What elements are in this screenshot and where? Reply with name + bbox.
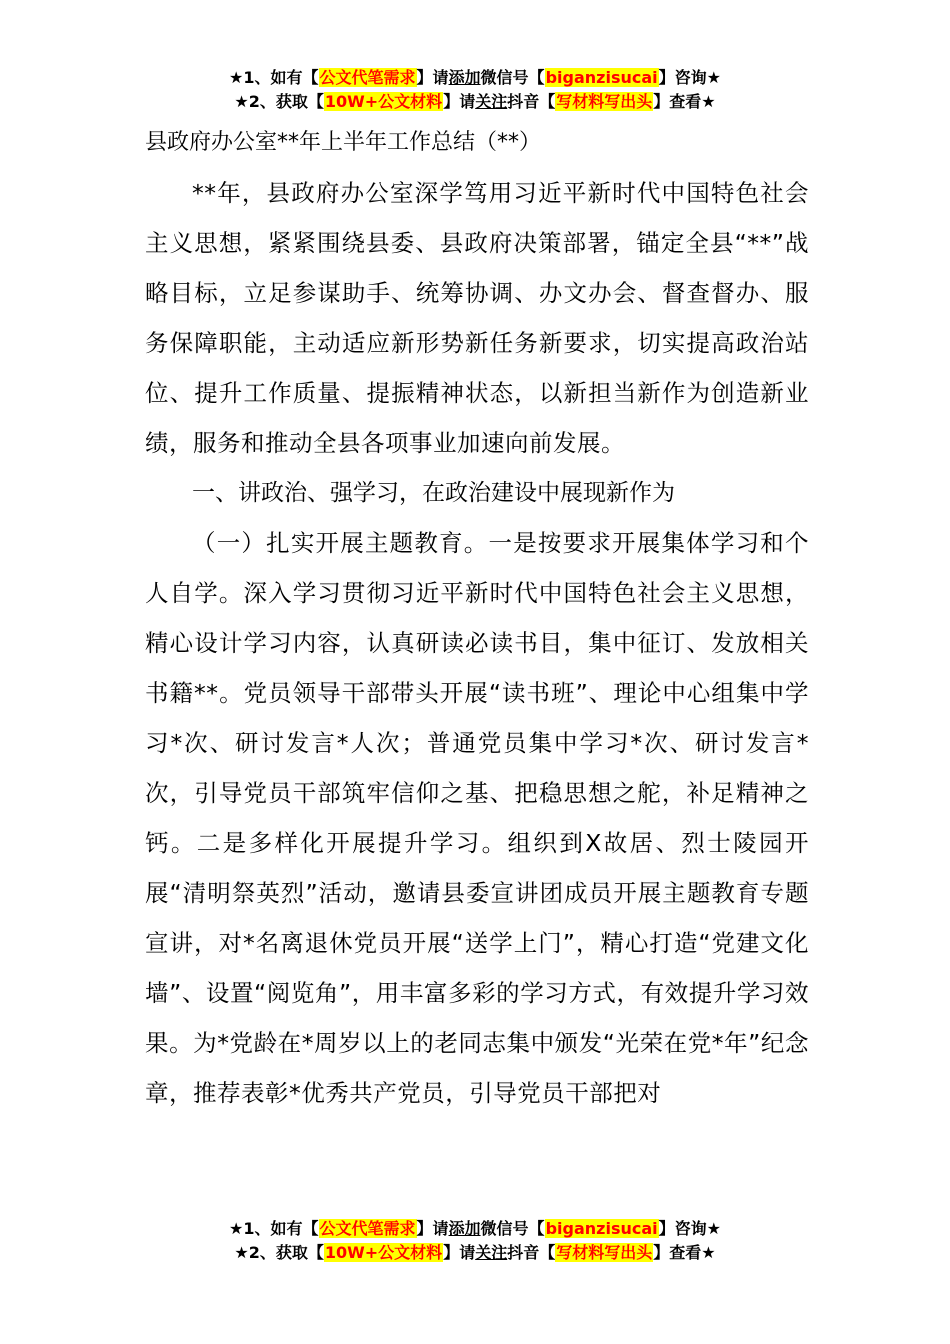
- body-paragraph: （一）扎实开展主题教育。一是按要求开展集体学习和个人自学。深入学习贯彻习近平新时代中国特色社会主义思想，精心设计学习内容，认真研读必读书目，集中征订、发放相关书籍**。党员领导干部带头开展“读书班”、理论中心组集中学习*次、研讨发言*人次；普通党员集中学习*次、研讨发言*次，引导党员干部筑牢信仰之基、把稳思想之舵，补足精神之钙。二是多样化开展提升学习。组织到X故居、烈士陵园开展“清明祭英烈”活动，邀请县委宣讲团成员开展主题教育专题宣讲，对*名离退休党员开展“送学上门”，精心打造“党建文化墙”、设置“阅览角”，用丰富多彩的学习方式，有效提升学习效果。为*党龄在*周岁以上的老同志集中颁发“光荣在党*年”纪念章，推荐表彰*优秀共产党员，引导党员干部把对: [145, 529, 809, 1107]
- promo-underlined: 关注: [475, 92, 508, 111]
- promo-highlight: 10W+公文材料: [324, 92, 443, 111]
- promo-text: 微信号【: [480, 68, 545, 87]
- promo-text: 】请: [443, 1243, 476, 1262]
- promo-text: ★2、获取【: [234, 92, 324, 111]
- promo-text: 】请: [416, 68, 449, 87]
- promo-text: 】请: [443, 92, 476, 111]
- promo-highlight: 写材料写出头: [556, 92, 653, 111]
- promo-highlight: 10W+公文材料: [324, 1243, 443, 1262]
- promo-underlined: 关注: [475, 1243, 508, 1262]
- promo-text: ★1、如有【: [229, 68, 319, 87]
- promo-underlined: 添加: [448, 68, 481, 87]
- promo-underlined: 添加: [448, 1219, 481, 1238]
- promo-banner-top: [0, 66, 950, 114]
- promo-text: 】查看★: [653, 92, 716, 111]
- promo-text: ★1、如有【: [229, 1219, 319, 1238]
- promo-text: ★2、获取【: [234, 1243, 324, 1262]
- promo-text: 抖音【: [507, 92, 556, 111]
- promo-highlight: biganzisucai: [545, 1219, 658, 1238]
- promo-highlight: biganzisucai: [545, 68, 658, 87]
- promo-highlight: 公文代笔需求: [319, 1219, 416, 1238]
- promo-line-2: [0, 1241, 950, 1265]
- promo-text: 微信号【: [480, 1219, 545, 1238]
- promo-line-1: [0, 66, 950, 90]
- promo-line-1: [0, 1217, 950, 1241]
- promo-text: 抖音【: [507, 1243, 556, 1262]
- intro-paragraph: **年，县政府办公室深学笃用习近平新时代中国特色社会主义思想，紧紧围绕县委、县政府决策部署，锚定全县“**”战略目标，立足参谋助手、统筹协调、办文办会、督查督办、服务保障职能，主动适应新形势新任务新要求，切实提高政治站位、提升工作质量、提振精神状态，以新担当新作为创造新业绩，服务和推动全县各项事业加速向前发展。: [145, 179, 809, 457]
- promo-highlight: 写材料写出头: [556, 1243, 653, 1262]
- promo-highlight: 公文代笔需求: [319, 68, 416, 87]
- document-title: 县政府办公室**年上半年工作总结（**）: [145, 130, 542, 155]
- promo-text: 】咨询★: [658, 1219, 721, 1238]
- promo-text: 】查看★: [653, 1243, 716, 1262]
- promo-line-2: [0, 90, 950, 114]
- promo-text: 】咨询★: [658, 68, 721, 87]
- document-body: [145, 126, 809, 1118]
- promo-text: 】请: [416, 1219, 449, 1238]
- promo-banner-bottom: [0, 1217, 950, 1265]
- section-heading: 一、讲政治、强学习，在政治建设中展现新作为: [192, 480, 675, 506]
